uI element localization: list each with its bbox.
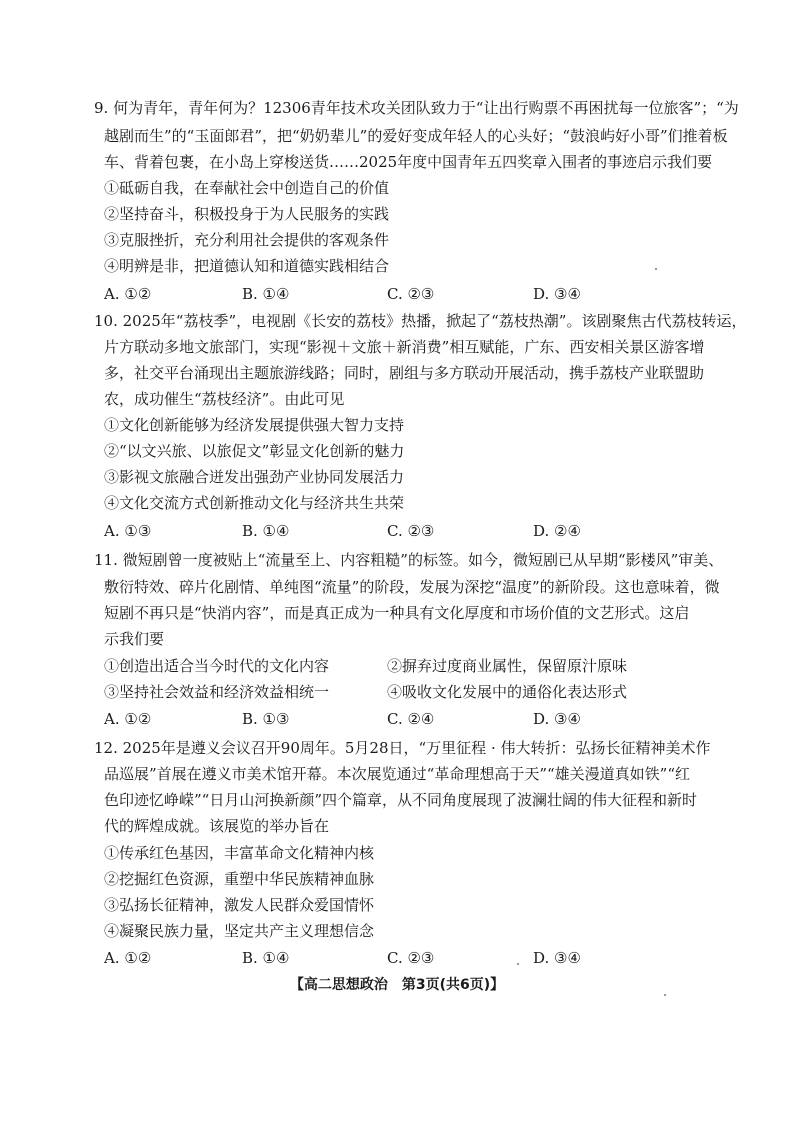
statement-option: ④凝聚民族力量，坚定共产主义理想信念 <box>104 922 375 940</box>
answer-choice-b: B. ①④ <box>242 522 290 540</box>
scan-speck <box>655 268 657 270</box>
question-stem-line: 代的辉煌成就。该展览的举办旨在 <box>104 817 330 835</box>
question-stem-line: 品巡展”首展在遵义市美术馆开幕。本次展览通过“革命理想高于天”“雄关漫道真如铁”“红 <box>104 765 691 783</box>
answer-choice-b: B. ①③ <box>242 710 290 728</box>
page-footer: 【高二思想政治 第3页(共6页)】 <box>289 977 505 993</box>
answer-choice-d: D. ③④ <box>533 710 581 728</box>
answer-choice-a: A. ①② <box>104 285 152 303</box>
question-stem-line: 农，成功催生“荔枝经济”。由此可见 <box>104 390 345 408</box>
statement-option: ②摒弃过度商业属性，保留原汁原味 <box>387 657 628 675</box>
answer-choice-a: A. ①② <box>104 710 152 728</box>
answer-choice-d: D. ②④ <box>533 522 581 540</box>
question-stem-line: 敷衍特效、碎片化剧情、单纯图“流量”的阶段，发展为深挖“温度”的新阶段。这也意味着，微 <box>104 578 720 596</box>
question-stem-line: 9. 何为青年，青年何为？12306青年技术攻关团队致力于“让出行购票不再困扰每一位旅客”；“为 <box>94 99 739 117</box>
answer-choice-d: D. ③④ <box>533 949 581 967</box>
scan-speck <box>664 994 666 996</box>
question-stem-line: 示我们要 <box>104 630 165 648</box>
statement-option: ①砥砺自我，在奉献社会中创造自己的价值 <box>104 179 390 197</box>
scan-speck <box>517 963 519 965</box>
statement-option: ④文化交流方式创新推动文化与经济共生共荣 <box>104 494 405 512</box>
answer-choice-c: C. ②③ <box>387 285 435 303</box>
statement-option: ②坚持奋斗，积极投身于为人民服务的实践 <box>104 205 390 223</box>
statement-option: ①传承红色基因，丰富革命文化精神内核 <box>104 844 375 862</box>
statement-option: ③坚持社会效益和经济效益相统一 <box>104 683 330 701</box>
statement-option: ③影视文旅融合迸发出强劲产业协同发展活力 <box>104 468 405 486</box>
question-stem-line: 片方联动多地文旅部门，实现“影视＋文旅＋新消费”相互赋能，广东、西安相关景区游客增 <box>104 338 705 356</box>
answer-choice-b: B. ①④ <box>242 285 290 303</box>
answer-choice-a: A. ①③ <box>104 522 152 540</box>
answer-choice-c: C. ②③ <box>387 522 435 540</box>
question-stem-line: 12. 2025年是遵义会议召开90周年。5月28日，“万里征程 · 伟大转折：弘扬长征精神美术作 <box>94 739 711 757</box>
answer-choice-c: C. ②③ <box>387 949 435 967</box>
question-stem-line: 短剧不再只是“快消内容”，而是真正成为一种具有文化厚度和市场价值的文艺形式。这启 <box>104 604 690 622</box>
question-stem-line: 越剧而生”的“玉面郎君”，把“奶奶辈儿”的爱好变成年轻人的心头好；“鼓浪屿好小哥”们推着板 <box>104 127 728 145</box>
answer-choice-a: A. ①② <box>104 949 152 967</box>
statement-option: ①文化创新能够为经济发展提供强大智力支持 <box>104 416 405 434</box>
statement-option: ③弘扬长征精神，激发人民群众爱国情怀 <box>104 896 375 914</box>
statement-option: ②挖掘红色资源，重塑中华民族精神血脉 <box>104 870 375 888</box>
answer-choice-b: B. ①④ <box>242 949 290 967</box>
answer-choice-c: C. ②④ <box>387 710 435 728</box>
answer-choice-d: D. ③④ <box>533 285 581 303</box>
question-stem-line: 车、背着包裹，在小岛上穿梭送货……2025年度中国青年五四奖章入围者的事迹启示我们要 <box>104 153 713 171</box>
question-stem-line: 11. 微短剧曾一度被贴上“流量至上、内容粗糙”的标签。如今，微短剧已从早期“影楼风”审美、 <box>94 551 724 569</box>
question-stem-line: 色印迹忆峥嵘”“日月山河换新颜”四个篇章，从不同角度展现了波澜壮阔的伟大征程和新时 <box>104 791 698 809</box>
statement-option: ②“以文兴旅、以旅促文”彰显文化创新的魅力 <box>104 442 405 460</box>
statement-option: ①创造出适合当今时代的文化内容 <box>104 657 330 675</box>
statement-option: ③克服挫折，充分利用社会提供的客观条件 <box>104 231 390 249</box>
statement-option: ④明辨是非，把道德认知和道德实践相结合 <box>104 257 390 275</box>
question-stem-line: 多，社交平台涌现出主题旅游线路；同时，剧组与多方联动开展活动，携手荔枝产业联盟助 <box>104 364 705 382</box>
statement-option: ④吸收文化发展中的通俗化表达形式 <box>387 683 628 701</box>
question-stem-line: 10. 2025年“荔枝季”，电视剧《长安的荔枝》热播，掀起了“荔枝热潮”。该剧聚焦古代荔枝转运， <box>94 312 747 330</box>
